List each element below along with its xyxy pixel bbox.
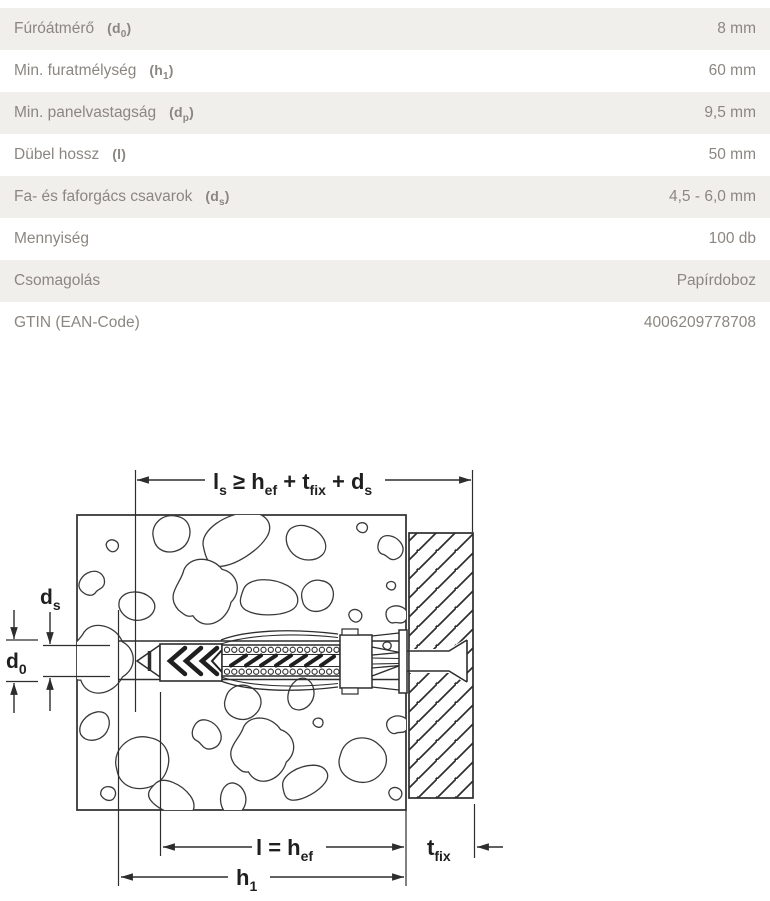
product-spec-table xyxy=(0,8,770,344)
spec-label: Fa- és faforgács csavarok xyxy=(14,188,193,205)
spec-row-screw-diameter xyxy=(0,176,770,218)
fixture-hole-clearance xyxy=(410,649,449,673)
spec-symbol: $(d_s)$ xyxy=(205,188,230,208)
spec-label-group xyxy=(14,104,194,122)
spec-value: 60 mm xyxy=(708,62,756,79)
screw-shank-hint-bottom xyxy=(372,664,399,665)
installation-diagram xyxy=(0,436,770,896)
spec-label: Csomagolás xyxy=(14,272,101,289)
spec-value: Papírdoboz xyxy=(676,272,756,289)
spec-symbol: $(d_p)$ xyxy=(169,104,194,124)
spec-value: 4,5 - 6,0 mm xyxy=(669,188,756,205)
spec-value: 9,5 mm xyxy=(704,104,756,121)
screw-shank-hint-top xyxy=(372,658,399,659)
label-l-hef: $l = h_{ef}$ xyxy=(256,835,314,864)
spec-label-group xyxy=(14,314,140,332)
spec-label-group xyxy=(14,20,131,38)
spec-value: 4006209778708 xyxy=(643,314,756,331)
spec-symbol: $(d_0)$ xyxy=(107,20,132,40)
spec-row-plug-length xyxy=(0,134,770,176)
spec-label-group xyxy=(14,272,100,290)
spec-label: Mennyiség xyxy=(14,230,89,247)
dowel-collar xyxy=(399,630,407,693)
dowel-tab-bottom xyxy=(342,688,358,694)
spec-value: 100 db xyxy=(708,230,756,247)
spec-value: 8 mm xyxy=(717,20,756,37)
label-d0: $d_0$ xyxy=(6,650,27,677)
spec-row-gtin xyxy=(0,302,770,344)
spec-symbol: $(h_1)$ xyxy=(149,62,174,82)
dowel-rear-section xyxy=(340,635,372,688)
spec-label-group xyxy=(14,230,89,248)
spec-value: 50 mm xyxy=(708,146,756,163)
spec-label-group xyxy=(14,188,230,206)
spec-row-min-hole-depth xyxy=(0,50,770,92)
spec-label-group xyxy=(14,62,174,80)
spec-symbol: (l) xyxy=(112,146,127,162)
label-h1: $h_1$ xyxy=(236,865,258,894)
spec-label: Dübel hossz xyxy=(14,146,100,163)
spec-row-packaging xyxy=(0,260,770,302)
spec-label: Fúróátmérő xyxy=(14,20,95,37)
label-ds: $d_s$ xyxy=(40,586,61,613)
dowel-tab-top xyxy=(342,629,358,635)
spec-row-min-panel-thickness xyxy=(0,92,770,134)
fixture-panel xyxy=(409,533,473,798)
spec-row-quantity xyxy=(0,218,770,260)
formula-screw-length: $l_s \ge h_{ef} + t_{fix} + d_s$ xyxy=(213,469,373,498)
spec-label: Min. panelvastagság xyxy=(14,104,157,121)
label-tfix: $t_{fix}$ xyxy=(427,835,451,864)
spec-label: Min. furatmélység xyxy=(14,62,137,79)
installation-diagram-svg xyxy=(0,436,770,896)
spec-label: GTIN (EAN-Code) xyxy=(14,314,140,331)
spec-row-drill-diameter xyxy=(0,8,770,50)
spec-label-group xyxy=(14,146,126,164)
